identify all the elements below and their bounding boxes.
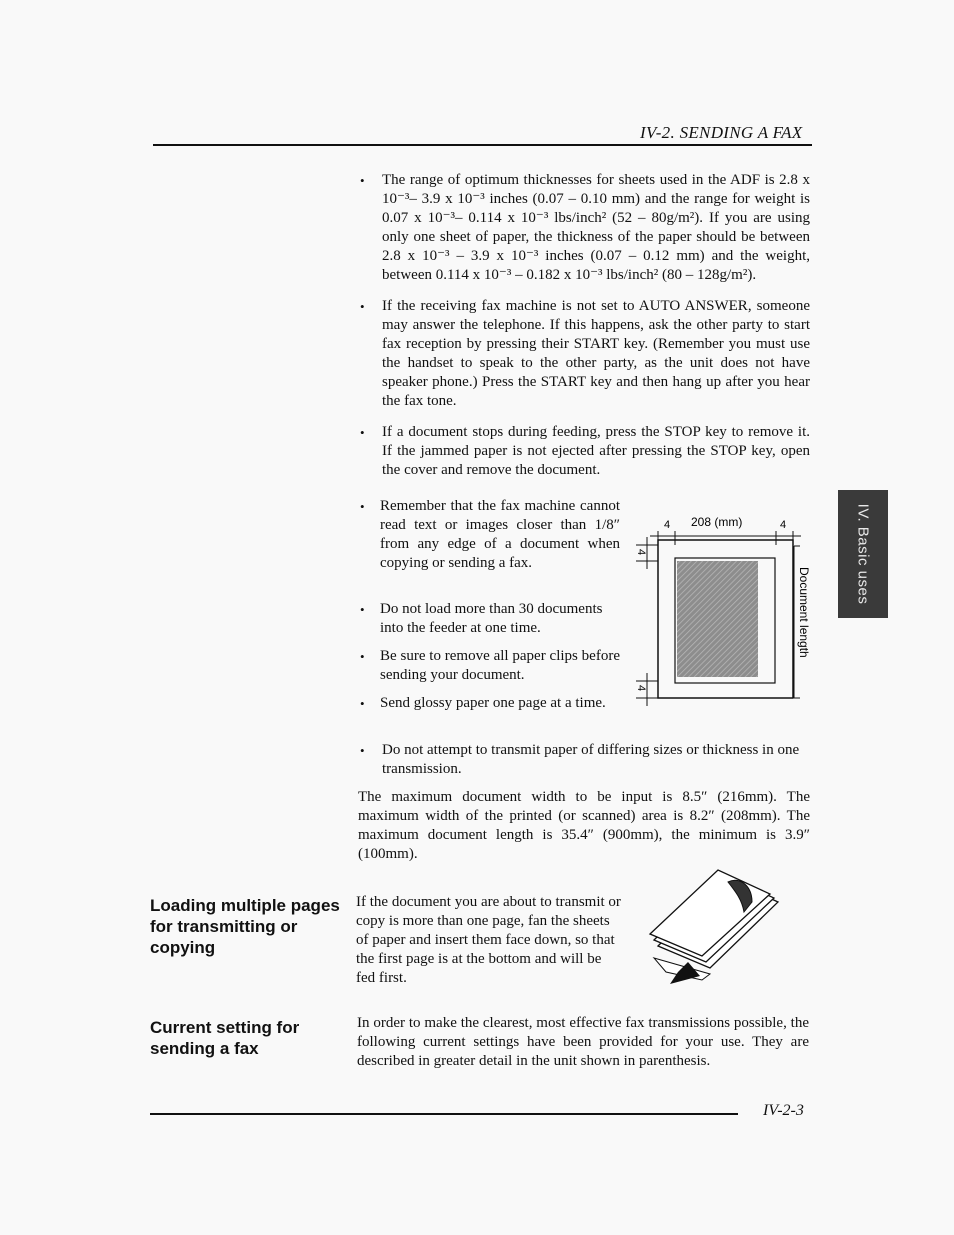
left-bottom-margin-label: 4: [635, 685, 647, 692]
header-rule: [153, 144, 812, 146]
page-number: IV-2-3: [763, 1102, 804, 1119]
top-bullet-list: [358, 171, 810, 480]
side-tab-label: IV. Basic uses: [854, 503, 872, 605]
bullet-document-stops: • If a document stops during feeding, press the STOP key to remove it. If the jammed paper is not ejected after pressing the STOP key, open the cover and remove the document.: [358, 423, 810, 480]
bullet-adf-thickness: • The range of optimum thicknesses for sheets used in the ADF is 2.8 x 10⁻³– 3.9 x 10⁻³ inches (0.07 – 0.10 mm) and the range for weight is 0.07 x 10⁻³– 0.114 x 10⁻³ lbs/inch² (52 – 80g/m²). If you are using only one sheet of paper, the thickness of the paper should be between 2.8 x 10⁻³ – 3.9 x 10⁻³ inches (0.07 – 0.12 mm) and the weight, between 0.114 x 10⁻³ – 0.182 x 10⁻³ lbs/inch² (80 – 128g/m²).: [358, 171, 810, 285]
bullet-differing-sizes: • Do not attempt to transmit paper of differing sizes or thickness in one transmission.: [358, 741, 810, 779]
fanned-pages-illustration: [640, 868, 790, 990]
scan-width-label: 208 (mm): [691, 515, 743, 529]
section-heading-current-setting: Current setting for sending a fax: [150, 1018, 300, 1058]
top-left-margin-label: 4: [664, 519, 671, 531]
top-right-margin-label: 4: [780, 519, 787, 531]
section-heading-loading-multiple: Loading multiple pages for transmitting or copying: [150, 896, 340, 957]
scan-area-diagram: [628, 505, 818, 715]
document-size-paragraph: The maximum document width to be input is 8.5″ (216mm). The maximum width of the printed (or scanned) area is 8.2″ (208mm). The maximum document length is 35.4″ (900mm), the minimum is 3.9″ (100mm).: [358, 789, 810, 862]
section-side-tab: [838, 490, 888, 618]
section-text-loading-multiple: If the document you are about to transmit or copy is more than one page, fan the sheets of paper and insert them face down, so that the first page is at the bottom and will be fed first.: [356, 894, 621, 986]
bullet-max-documents: • Do not load more than 30 documents into the feeder at one time.: [358, 600, 620, 638]
left-top-margin-label: 4: [635, 549, 647, 556]
bullet-auto-answer: • If the receiving fax machine is not set to AUTO ANSWER, someone may answer the telephone. If this happens, ask the other party to start fax reception by pressing their START key. (Remember you must use the handset to speak to the other party, as the unit does not have speaker phone.) Press the START key and then hang up after you hear the fax tone.: [358, 297, 810, 411]
bullet-edge-margin: • Remember that the fax machine cannot read text or images closer than 1/8″ from any edge of a document when copying or sending a fax.: [358, 497, 620, 573]
scan-area-hatched: [677, 561, 758, 677]
section-text-current-setting: In order to make the clearest, most effective fax transmissions possible, the following current settings have been provided for your use. They are described in greater detail in the unit shown in parenthesis.: [357, 1015, 809, 1069]
footer-rule: [150, 1113, 738, 1115]
document-length-label: Document length: [797, 567, 811, 658]
bullet-paper-clips: • Be sure to remove all paper clips before sending your document.: [358, 647, 620, 685]
bullet-glossy-paper: • Send glossy paper one page at a time.: [358, 694, 620, 713]
page-header-title: IV-2. SENDING A FAX: [640, 123, 803, 142]
